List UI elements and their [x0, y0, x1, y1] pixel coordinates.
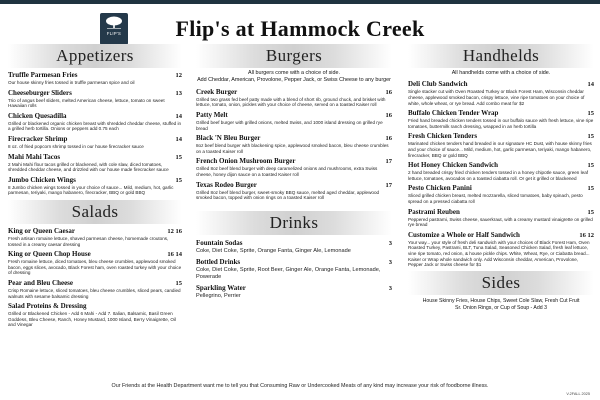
menu-item [196, 157, 392, 177]
item-name: Fountain Sodas [196, 238, 243, 247]
handhelds-note: All handhelds come with a choice of side. [451, 70, 551, 76]
item-name: Pastrami Reuben [408, 207, 460, 216]
drinks-list [196, 239, 392, 300]
item-name: Mahi Mahi Tacos [8, 152, 61, 161]
item-desc: Fresh romaine lettuce, diced tomatoes, bleu cheese crumbles, applewood smoked bacon, eggs slices, avocado, Black Forest ham, oven roasted turkey with your choice of dressing [8, 259, 182, 276]
item-desc: Your way... your style of fresh deli sandwich with your choices of Black Forest Ham, Oven Roasted Turkey, Pastrami, BLT, Tuna Salad, Seasoned Chicken Salad, fresh leaf lettuce, vine ripe tomato, red onion, & house pickle chips. White, Wheat, Rye, or Ciabatta bread... Kaiser or Wrap whole sandwich only. Add Wisconsin cheddar, American, Provolone, Pepper Jack or Swiss cheese for $1 [408, 239, 590, 268]
burgers-note [196, 70, 392, 85]
item-name: Salad Proteins & Dressing [8, 302, 87, 311]
appetizers-list [8, 71, 182, 196]
item-price: 17 [385, 181, 392, 189]
item-name: Customize a Whole or Half Sandwich [408, 230, 520, 239]
item-desc: Coke, Diet Coke, Sprite, Orange Fanta, Ginger Ale, Lemonade [196, 247, 351, 254]
menu-item [8, 250, 182, 276]
item-price: 14 [175, 135, 182, 143]
page-title: Flip's at Hammock Creek [175, 16, 425, 41]
item-price: 15 [587, 208, 594, 216]
item-price: 15 [587, 162, 594, 170]
sides-line2: Sr. Onion Rings, or Cup of Soup - Add 3 [455, 304, 547, 311]
menu-item [408, 231, 594, 268]
item-price: 15 [587, 185, 594, 193]
item-price: 16 14 [167, 251, 182, 259]
item-name: Patty Melt [196, 111, 228, 119]
item-price: 16 12 [579, 231, 594, 239]
item-price: 15 [587, 110, 594, 118]
burgers-note-line1: All burgers come with a choice of side. [248, 70, 340, 76]
item-price: 15 [175, 153, 182, 161]
item-price: 3 [388, 239, 392, 247]
item-price: 12 [175, 72, 182, 79]
item-desc: Single stacker cut with Oven Roasted Turkey or Black Forest Ham, Wisconsin cheddar cheese, applewood smoked bacon, crispy lettuce, vine ripe tomatoes on your choice of white, whole wheat, or rye bread. Add combo meat for $2 [408, 89, 585, 106]
item-price: 13 [175, 89, 182, 97]
item-name: Deli Club Sandwich [408, 80, 468, 89]
right-column [408, 44, 594, 312]
menu-item [196, 88, 392, 108]
logo-text: FLIP'S [106, 31, 122, 36]
item-price: 16 [385, 112, 392, 119]
item-name: Black 'N Bleu Burger [196, 134, 261, 143]
menu-item [8, 227, 182, 247]
drinks-heading: Drinks [196, 211, 392, 235]
menu-item [196, 239, 392, 255]
item-name: Bottled Drinks [196, 257, 241, 266]
item-desc: Our house skinny fries tossed in truffle parmesan spice and oil [8, 80, 135, 85]
item-name: French Onion Mushroom Burger [196, 157, 296, 166]
appetizers-heading: Appetizers [8, 44, 182, 68]
item-desc: Pellegrino, Perrier [196, 292, 241, 299]
item-price: 15 [175, 176, 182, 184]
item-price: 16 [385, 88, 392, 96]
menu-item [8, 71, 182, 86]
item-desc: 8oz beef blend burger with blackening spice, applewood smoked bacon, bleu cheese crumbles on a toasted Kaiser roll [196, 143, 389, 154]
item-desc: Coke, Diet Coke, Sprite, Root Beer, Ginger Ale, Orange Fanta, Lemonade, Powerade [196, 266, 381, 280]
menu-item [196, 111, 392, 131]
item-desc: 8 Jumbo chicken wings tossed in your choice of sauce... Mild, medium, hot, garlic parmesan, teriyaki, mango habanero, firecracker, BBQ or gold BBQ [8, 184, 174, 196]
item-desc: Fried hand breaded chicken tenders tossed in our buffalo sauce with fresh lettuce, vine ripe tomatoes, buttermilk ranch dressing, wrapped in an herb tortilla [408, 118, 594, 129]
item-desc: Grilled or Blackened Chicken - Add 6 Mahi - Add 7. Italian, Balsamic, Basil Green Goddess, Bleu Cheese, Ranch, Honey Mustard, 1000 Island, Berry Vinaigrette, Oil and Vinegar [8, 311, 176, 328]
item-price: 14 [175, 112, 182, 120]
item-price: 3 [388, 284, 392, 292]
health-disclaimer: Our Friends at the Health Department want me to tell you that Consuming Raw or Undercooked Meats of any kind may increase your risk of foodborne illness. [111, 383, 489, 389]
menu-item [196, 181, 392, 201]
item-price: 12 16 [167, 227, 182, 235]
item-name: Truffle Parmesan Fries [8, 71, 78, 79]
item-desc: 2 hand breaded crispy fried chicken tenders tossed in a honey chipotle sauce, green leaf lettuce, tomatoes, avocados on a toasted ciabatta roll. Or get it grilled or blackened [408, 170, 589, 181]
handhelds-list [408, 80, 594, 267]
menu-item [408, 109, 594, 129]
item-price: 17 [385, 158, 392, 166]
menu-item [8, 279, 182, 299]
item-desc: Trio of angus beef sliders, melted American cheese, lettuce, tomato on sweet Hawaiian rolls [8, 97, 165, 109]
item-name: Hot Honey Chicken Sandwich [408, 161, 499, 170]
item-price: 16 [385, 135, 392, 143]
item-desc: Grilled 8oz beef blend burger with deep caramelized onions and mushrooms, extra Swiss cheese, honey dijon sauce on a toasted Kaiser roll [196, 166, 378, 177]
burgers-note-line2: Add Cheddar, American, Provolone, Pepper Jack, or Swiss Cheese to any burger [197, 77, 391, 84]
item-price: 15 [175, 279, 182, 287]
menu-item [8, 89, 182, 109]
left-column [8, 44, 182, 331]
menu-item [8, 176, 182, 196]
salads-heading: Salads [8, 200, 182, 224]
menu-item [8, 153, 182, 173]
salads-list [8, 227, 182, 328]
menu-item [408, 80, 594, 106]
middle-column [196, 44, 392, 303]
version-label: V.2FALL 2025 [566, 392, 590, 396]
item-name: Firecracker Shrimp [8, 134, 68, 143]
item-name: Jumbo Chicken Wings [8, 175, 76, 184]
item-desc: Crisp Romaine lettuce, sliced tomatoes, bleu cheese crumbles, sliced pears, candied walnuts with sesame balsamic dressing [8, 287, 181, 299]
item-desc: Grilled beef burger with grilled onions, melted Swiss, and 1000 island dressing on grilled rye bread [196, 120, 383, 131]
sides-line1: House Skinny Fries, House Chips, Sweet Cole Slaw, Fresh Cut Fruit [422, 297, 580, 304]
sides-heading: Sides [408, 271, 594, 295]
item-price: 15 [587, 133, 594, 141]
item-name: Cheeseburger Sliders [8, 88, 72, 97]
item-desc: Grilled 8oz beef blend burger, sweet-smoky BBQ sauce, melted aged cheddar, applewood smoked bacon, topped with onion rings on a toasted Kaiser roll [196, 189, 380, 201]
menu-item [8, 112, 182, 132]
item-name: Fresh Chicken Tenders [408, 132, 478, 141]
item-desc: Marinated chicken tenders hand breaded in our signature HC Dust, with house skinny fries and your choice of sauce... Mild, medium, hot, garlic parmesan, teriyaki, mango habanero, firecracker, BBQ or gold BBQ [408, 141, 592, 158]
burgers-list [196, 88, 392, 201]
burgers-heading: Burgers [196, 44, 392, 68]
menu-item [196, 134, 392, 154]
menu-item [408, 161, 594, 181]
item-name: Pesto Chicken Panini [408, 184, 472, 193]
menu-header [0, 6, 600, 44]
item-desc: Fresh artisan romaine lettuce, shaved parmesan cheese, homemade croutons, tossed in a creamy caesar dressing [8, 235, 169, 247]
item-price: 3 [388, 258, 392, 266]
item-desc: 2 Mahi Mahi flour tacos grilled or blackened, with cole slaw, diced tomatoes, shredded cheddar cheese, and drizzled with our house made firecracker sauce [8, 161, 169, 173]
top-bar [0, 0, 600, 4]
menu-item [8, 135, 182, 150]
item-desc: Grilled two grass fed beef patty made with a blend of short rib, ground chuck, and brisket with lettuce, tomato, onion, pickles with your choice of cheese, served on a toasted Kaiser roll [196, 96, 386, 108]
menu-item [408, 132, 594, 158]
menu-item [8, 302, 182, 328]
menu-item [196, 284, 392, 300]
menu-item [408, 184, 594, 204]
item-price: 14 [587, 81, 594, 89]
item-name: Buffalo Chicken Tender Wrap [408, 109, 499, 118]
item-desc: Peppered pastrami, Swiss cheese, sauerkraut, with a creamy mustard vinaigrette on grilled rye bread [408, 216, 593, 228]
item-name: Sparkling Water [196, 283, 246, 292]
item-desc: Grilled or blackened organic chicken breast with shredded cheddar cheese, stuffed in a grilled herb tortilla. Onions or peppers add 0.75 each [8, 120, 182, 132]
menu-item [196, 258, 392, 281]
sides-note [408, 298, 594, 312]
item-name: Pear and Bleu Cheese [8, 278, 74, 287]
item-name: Chicken Quesadilla [8, 111, 67, 120]
handhelds-heading: Handhelds [408, 44, 594, 68]
item-name: Texas Rodeo Burger [196, 180, 257, 189]
item-desc: Sliced grilled chicken breast, melted mozzarella, sliced tomatoes, baby spinach, pesto spread on a pressed ciabatta roll [408, 193, 583, 204]
item-name: Creek Burger [196, 87, 238, 96]
item-desc: 8 oz. of fried popcorn shrimp tossed in our house firecracker sauce [8, 143, 144, 149]
item-name: King or Queen Caesar [8, 226, 75, 235]
item-name: King or Queen Chop House [8, 250, 91, 259]
menu-item [408, 208, 594, 228]
